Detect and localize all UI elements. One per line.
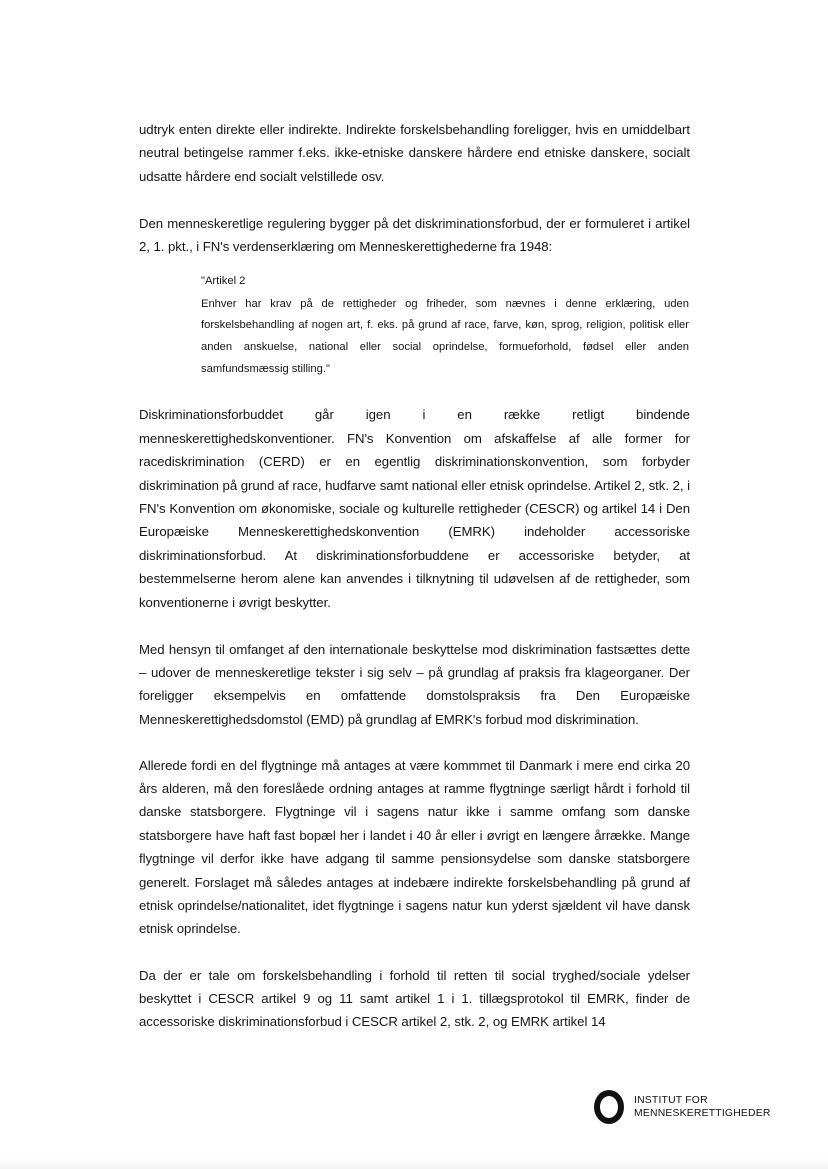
logo-line-2: MENNESKERETTIGHEDER <box>634 1108 771 1119</box>
ring-logo-icon <box>594 1090 624 1124</box>
paragraph-refugees: Allerede fordi en del flygtninge må antages at være kommmet til Danmark i mere end cirka 20 års alderen, må den foreslåede ordning antages at ramme flygtninge særligt hårdt i forhold til danske statsborgere. Flygtninge vil i sagens natur ikke i samme omfang som danske statsborgere have haft fast bopæl her i landet i 40 år eller i øvrigt en længere årrække. Mange flygtninge vil derfor ikke have adgang til samme pensionsydelse som danske statsborgere generelt. Forslaget må således antages at indebære indirekte forskelsbehandling på grund af etnisk oprindelse/nationalitet, idet flygtninge i sagens natur kun yderst sjældent vil have dansk etnisk oprindelse. <box>139 757 690 937</box>
logo-wordmark <box>634 1094 771 1120</box>
word: går <box>314 407 334 423</box>
word: retligt <box>572 407 605 423</box>
word: en <box>457 407 472 423</box>
quote-body: Enhver har krav på de rettigheder og friheder, som nævnes i denne erklæring, uden forskelsbehandling af nogen art, f. eks. på grund af race, farve, køn, sprog, religion, politisk eller anden anskuelse, national eller social oprindelse, formueforhold, fødsel eller anden samfundsmæssig stilling." <box>201 297 689 375</box>
scan-edge <box>0 1158 828 1169</box>
word: igen <box>365 407 391 423</box>
page-body <box>139 118 690 1034</box>
paragraph-intro: udtryk enten direkte eller indirekte. Indirekte forskelsbehandling foreligger, hvis en umiddelbart neutral betingelse rammer f.eks. ikke-etniske danskere hårdere end etniske danskere, socialt udsatte hårdere end socialt velstillede osv. <box>139 122 690 184</box>
paragraph-conventions-rest: menneskerettighedskonventioner. FN's Konvention om afskaffelse af alle former for racediskrimination (CERD) er en egentlig diskriminationskonvention, som forbyder diskrimination på grund af race, hudfarve samt national eller etnisk oprindelse. Artikel 2, stk. 2, i FN's Konvention om økonomiske, sociale og kulturelle rettigheder (CESCR) og artikel 14 i Den Europæiske Menneskerettighedskonvention (EMRK) indeholder accessoriske diskriminationsforbud. At diskriminationsforbuddene er accessoriske betyder, at bestemmelserne herom alene kan anvendes i tilknytning til udøvelsen af de rettigheder, som konventionerne i øvrigt beskytter. <box>139 430 690 610</box>
paragraph-conventions <box>139 403 690 614</box>
block-quote <box>201 271 689 381</box>
word: i <box>422 407 426 423</box>
paragraph-social-security: Da der er tale om forskelsbehandling i forhold til retten til social tryghed/sociale ydelser beskyttet i CESCR artikel 9 og 11 samt artikel 1 i 1. tillægsprotokol til EMRK, finder de accessoriske diskriminationsforbud i CESCR artikel 2, stk. 2, og EMRK artikel 14 <box>139 967 690 1030</box>
institute-logo <box>594 1088 794 1128</box>
paragraph-scope: Med hensyn til omfanget af den internationale beskyttelse mod diskrimination fastsættes dette – udover de menneskeretlige tekster i sig selv – på grundlag af praksis fra klageorganer. Der foreligger eksempelvis en omfattende domstolspraksis fra Den Europæiske Menneskerettighedsdomstol (EMD) på grundlag af EMRK's forbud mod diskrimination. <box>139 641 690 727</box>
word: bindende <box>636 407 690 423</box>
logo-line-1: INSTITUT FOR <box>634 1095 708 1106</box>
word: Diskriminationsforbuddet <box>139 407 283 423</box>
paragraph-regulation: Den menneskeretlige regulering bygger på det diskriminationsforbud, der er formuleret i artikel 2, 1. pkt., i FN's verdenserklæring om Menneskerettighederne fra 1948: <box>139 216 690 255</box>
quote-title: "Artikel 2 <box>201 274 246 287</box>
paragraph-conventions-first-line <box>139 403 690 426</box>
word: række <box>503 407 541 423</box>
